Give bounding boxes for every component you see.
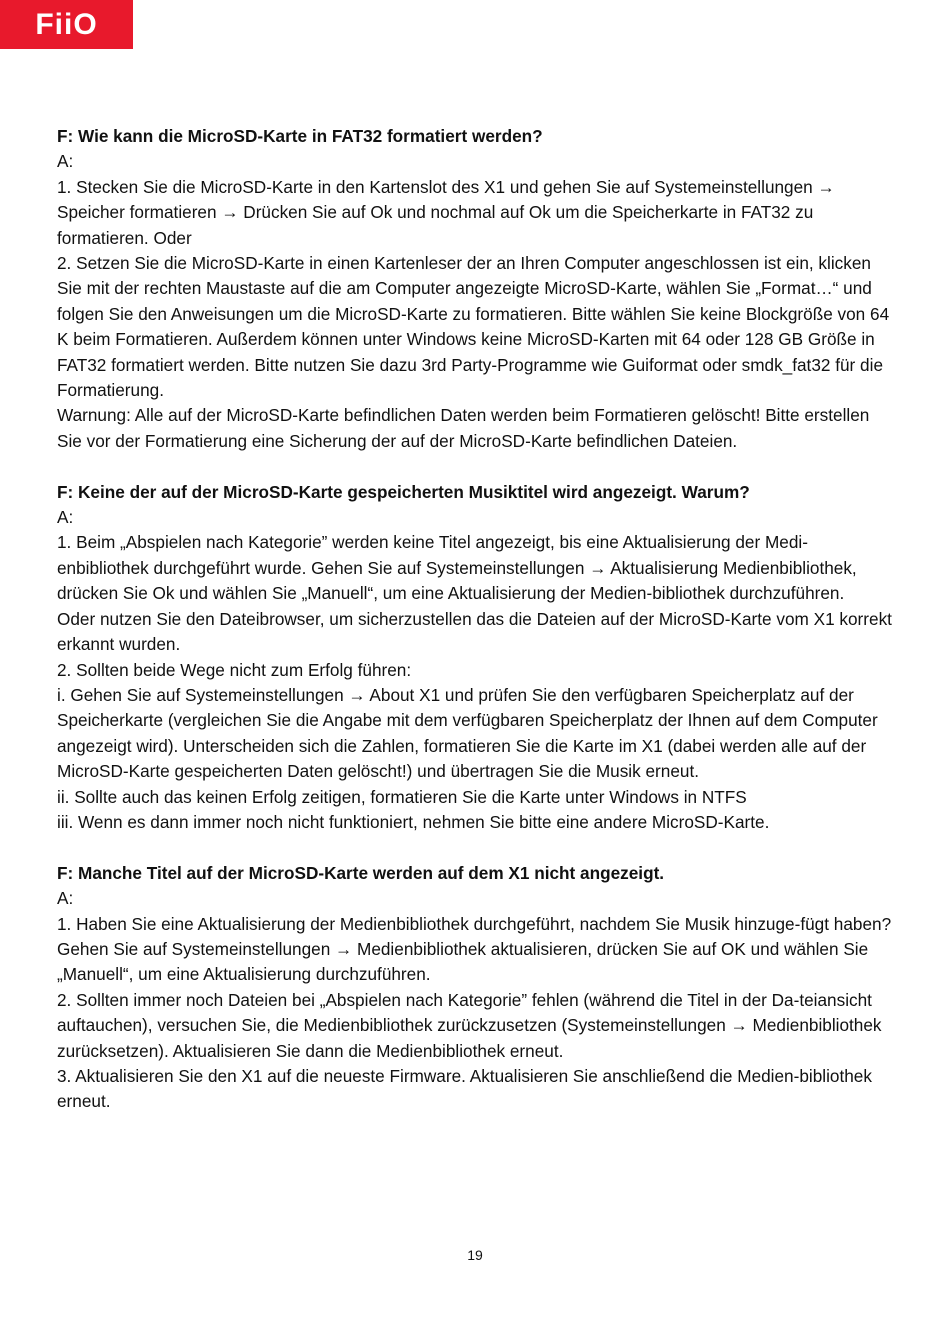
faq-answer-label: A: bbox=[57, 151, 74, 172]
faq-question: F: Wie kann die MicroSD-Karte in FAT32 formatiert werden? bbox=[57, 126, 543, 146]
faq-answer-paragraph: 2. Sollten immer noch Dateien bei „Abspielen nach Kategorie” fehlen (während die Titel in der Da-teiansicht auftauchen), versuchen Sie, die Medienbibliothek zurückzusetzen (Systemeinstellungen → Medienbibliothek zurücksetzen). Aktualisieren Sie dann die Medienbibliothek erneut. bbox=[57, 989, 882, 1061]
faq-answer-paragraph: i. Gehen Sie auf Systemeinstellungen → About X1 und prüfen Sie den verfügbaren Speicherplatz auf der Speicherkarte (vergleichen Sie die Angabe mit dem verfügbaren Speicherplatz der Ihnen auf dem Computer angezeigt wird). Unterscheiden sich die Zahlen, formatieren Sie die Karte im X1 (dabei werden alle auf der MicroSD-Karte gespeicherten Daten gelöscht!) und übertragen Sie die Musik erneut. bbox=[57, 684, 878, 782]
faq-answer-label: A: bbox=[57, 507, 74, 528]
faq-answer-paragraph: 1. Beim „Abspielen nach Kategorie” werden keine Titel angezeigt, bis eine Aktualisierung der Medi-enbibliothek durchgeführt wurde. Gehen Sie auf Systemeinstellungen → Aktualisierung Medienbibliothek, drücken Sie Ok und wählen Sie „Manuell“, um eine Aktualisierung der Medien-bibliothek durchzuführen. bbox=[57, 532, 857, 604]
faq-content bbox=[57, 124, 895, 1140]
faq-answer-paragraph: Oder nutzen Sie den Dateibrowser, um sicherzustellen das die Dateien auf der MicroSD-Karte vom X1 korrekt erkannt wurden. bbox=[57, 608, 892, 655]
brand-logo-text: FiiO bbox=[35, 7, 98, 41]
page-number: 19 bbox=[467, 1247, 483, 1263]
faq-answer-paragraph: 2. Sollten beide Wege nicht zum Erfolg führen: bbox=[57, 659, 412, 680]
faq-question: F: Keine der auf der MicroSD-Karte gespeicherten Musiktitel wird angezeigt. Warum? bbox=[57, 481, 750, 502]
faq-question: F: Manche Titel auf der MicroSD-Karte werden auf dem X1 nicht angezeigt. bbox=[57, 862, 665, 883]
faq-answer-paragraph: 2. Setzen Sie die MicroSD-Karte in einen Kartenleser der an Ihren Computer angeschlossen ist ein, klicken Sie mit der rechten Maustaste auf die am Computer angezeigte MicroSD-Karte, wählen Sie „Format…“ und folgen Sie den Anweisungen um die MicroSD-Karte zu formatieren. Bitte wählen Sie keine Blockgröße von 64 K beim Formatieren. Außerdem können unter Windows keine MicroSD-Karten mit 64 oder 128 GB Größe in FAT32 formatiert werden. Bitte nutzen Sie dazu 3rd Party-Programme wie Guiformat oder smdk_fat32 für die Formatierung. bbox=[57, 253, 890, 401]
faq-answer-paragraph: 1. Stecken Sie die MicroSD-Karte in den Kartenslot des X1 und gehen Sie auf Systemeinstellungen → Speicher formatieren → Drücken Sie auf Ok und nochmal auf Ok um die Speicherkarte in FAT32 zu formatieren. Oder bbox=[57, 176, 835, 248]
faq-answer-paragraph: 3. Aktualisieren Sie den X1 auf die neueste Firmware. Aktualisieren Sie anschließend die Medien-bibliothek erneut. bbox=[57, 1066, 872, 1112]
faq-answer-paragraph: 1. Haben Sie eine Aktualisierung der Medienbibliothek durchgeführt, nachdem Sie Musik hinzuge-fügt haben? Gehen Sie auf Systemeinstellungen → Medienbibliothek aktualisieren, drücken Sie auf OK und wählen Sie „Manuell“, um eine Aktualisierung durchzuführen. bbox=[57, 913, 892, 985]
faq-answer-label: A: bbox=[57, 888, 74, 909]
faq-item-no-tracks-shown bbox=[57, 480, 895, 836]
faq-item-format-fat32 bbox=[57, 124, 895, 454]
faq-item-some-tracks-missing bbox=[57, 861, 895, 1115]
faq-answer-paragraph: ii. Sollte auch das keinen Erfolg zeitigen, formatieren Sie die Karte unter Windows in NTFS bbox=[57, 786, 747, 807]
faq-answer-paragraph: iii. Wenn es dann immer noch nicht funktioniert, nehmen Sie bitte eine andere MicroSD-Karte. bbox=[57, 811, 770, 832]
brand-logo bbox=[0, 0, 133, 49]
faq-answer-warning: Warnung: Alle auf der MicroSD-Karte befindlichen Daten werden beim Formatieren gelöscht! Bitte erstellen Sie vor der Formatierung eine Sicherung der auf der MicroSD-Karte befindlichen Dateien. bbox=[57, 405, 870, 451]
